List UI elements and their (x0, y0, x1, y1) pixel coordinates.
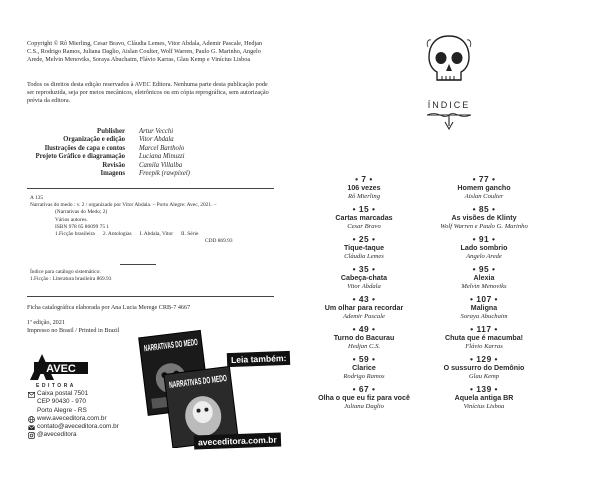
index-author: Flávio Karras (465, 342, 503, 350)
index-story-title: O sussurro do Demônio (443, 363, 525, 372)
index-entry[interactable] (420, 265, 548, 295)
index-entry[interactable] (300, 235, 428, 265)
catalog-line: Narrativas do medo : v. 2 / organizado por Vitor Abdala. – Porto Alegre: Avec, 2021. – (30, 202, 217, 209)
index-author: Vinícius Lisboa (463, 402, 505, 410)
index-entry[interactable] (420, 295, 548, 325)
contact-cep: CEP 90430 - 970 (37, 398, 86, 406)
index-entry[interactable] (300, 265, 428, 295)
index-page-number: • 117 • (470, 324, 498, 334)
index-story-title: As visões de Klinty (451, 213, 517, 222)
index-page-number: • 25 • (352, 234, 376, 244)
globe-icon (28, 416, 35, 423)
catalog-subject: 1.Ficção brasileira (55, 231, 95, 238)
catalog-mid-rule (120, 264, 156, 265)
index-column-right (420, 175, 548, 415)
index-page-number: • 77 • (472, 174, 496, 184)
skull-icon (424, 33, 474, 95)
index-column-left (300, 175, 428, 415)
credit-name: Marcel Bartholo (139, 144, 185, 152)
contact-box-text: Caixa postal 7501 (37, 390, 89, 397)
credit-role: Organização e edição (63, 136, 125, 144)
index-page-number: • 35 • (352, 264, 376, 274)
index-story-title: Lado sombrio (460, 243, 508, 252)
contact-city: Porto Alegre - RS (37, 406, 87, 414)
rights-text: Todos os direitos desta edição reservados à AVEC Editora. Nenhuma parte desta publicação pode ser reproduzida, seja por meios mecânicos, eletrônicos ou em cópia reprográfica, sem autorização prévia da editora. (27, 81, 269, 104)
index-entry[interactable] (300, 355, 428, 385)
index-story-title: Cartas marcadas (335, 213, 393, 222)
credit-name: Vitor Abdala (139, 136, 174, 144)
catalog-line: Vários autores. (55, 216, 88, 223)
credit-name: Luciana Minuzzi (139, 153, 185, 161)
index-page-number: • 107 • (469, 294, 498, 304)
index-page-number: • 67 • (352, 384, 376, 394)
index-author: Aislan Coulter (464, 192, 504, 200)
instagram-icon (28, 432, 35, 439)
contact-box (28, 390, 119, 398)
logo-subtitle: EDITORA (36, 383, 76, 389)
credit-row (27, 153, 272, 161)
credit-role: Revisão (102, 161, 125, 169)
index-page-number: • 7 • (355, 174, 373, 184)
index-story-title: Clarice (352, 363, 376, 372)
contact-email[interactable] (28, 423, 119, 431)
printed-text: Impresso no Brasil / Printed in Brazil (27, 327, 120, 334)
catalog-bottom-rule (27, 296, 274, 297)
contact-instagram[interactable] (28, 431, 119, 439)
credit-row (27, 145, 272, 153)
catalog-line: (Narrativas do Medo; 2) (55, 209, 108, 216)
index-entry[interactable] (300, 205, 428, 235)
index-page-number: • 85 • (472, 204, 496, 214)
index-entry[interactable] (300, 385, 428, 415)
index-author: Cesar Bravo (347, 222, 381, 230)
index-story-title: Chuta que é macumba! (444, 333, 524, 342)
credit-name: Artur Vecchi (139, 128, 174, 135)
contact-website-text[interactable]: www.aveceditora.com.br (37, 414, 107, 422)
index-story-title: Olha o que eu fiz para você (318, 393, 410, 402)
index-story-title: 106 vezes (347, 183, 381, 192)
index-author: Soraya Abuchaim (460, 312, 508, 320)
index-title: ÍNDICE (427, 100, 471, 110)
index-page-number: • 59 • (352, 354, 376, 364)
catalog-card (30, 195, 275, 245)
index-story-title: Tique-taque (343, 243, 385, 252)
catalog-top-rule (27, 188, 274, 189)
index-author: Juliana Daglio (344, 402, 384, 410)
index-author: Rô Mierling (347, 192, 381, 200)
edition-block (27, 319, 119, 335)
credit-name: Camila Villalba (139, 161, 183, 169)
index-author: Vitor Abdala (347, 282, 381, 290)
index-page-number: • 49 • (352, 324, 376, 334)
index-entry[interactable] (420, 385, 548, 415)
contacts-block (28, 390, 119, 440)
index-author: Rodrigo Ramos (343, 372, 385, 380)
systematic-title: Índice para catálogo sistemático: (30, 269, 101, 275)
index-entry[interactable] (420, 325, 548, 355)
catalog-subjects (30, 231, 275, 238)
catalog-subject: II. Série (181, 231, 199, 238)
credit-role: Ilustrações de capa e contos (44, 144, 125, 152)
index-story-title: Cabeça-chata (340, 273, 388, 282)
index-story-title: Homem gancho (457, 183, 511, 192)
svg-text:AVEC: AVEC (46, 363, 76, 375)
credit-role: Imagens (100, 170, 125, 178)
index-story-title: Alexia (473, 273, 495, 282)
ornament-icon (424, 110, 474, 132)
contact-instagram-text[interactable]: @aveceditora (37, 431, 77, 439)
systematic-item: 1.Ficção : Literatura brasileira 869.93 (30, 276, 112, 283)
index-page-number: • 43 • (352, 294, 376, 304)
index-page-number: • 91 • (472, 234, 496, 244)
copyright-text: Copyright © Rô Mierling, Cesar Bravo, Cláudia Lemes, Vitor Abdala, Ademir Pascale, Hedjan C.S., Rodrigo Ramos, Juliana Daglio, Aislan Coulter, Wolf Warren, Paulo G. Marinho, Angelo Arede, Melvin Menoviks, Soraya Abuchaim, Flávio Karras, Glau Kemp e Vinícius Lisboa (27, 40, 262, 63)
contact-email-text[interactable]: contato@aveceditora.com.br (37, 423, 119, 431)
index-story-title: Maligna (470, 303, 498, 312)
index-author: Ademir Pascale (343, 312, 385, 320)
book-covers-image (118, 326, 278, 448)
index-author: Cláudia Lemes (344, 252, 384, 260)
index-page-number: • 15 • (352, 204, 376, 214)
credits-block (27, 128, 272, 178)
systematic-index (30, 269, 111, 283)
index-author: Melvin Menoviks (461, 282, 507, 290)
credit-row (27, 136, 272, 144)
mailbox-icon (28, 391, 35, 398)
credit-row (27, 170, 272, 178)
envelope-icon (28, 424, 35, 431)
catalog-cdd: CDD 869.93 (205, 238, 233, 245)
index-story-title: Turno do Bacurau (333, 333, 395, 342)
index-entry[interactable] (420, 175, 548, 205)
right-page (300, 0, 600, 493)
ficha-text: Ficha catalográfica elaborada por Ana Lucia Merege CRB-7 4667 (27, 304, 191, 311)
index-author: Wolf Warren e Paulo G. Marinho (440, 222, 528, 230)
contact-website[interactable] (28, 415, 119, 423)
index-page-number: • 139 • (469, 384, 498, 394)
credit-role: Projeto Gráfico e diagramação (35, 153, 125, 161)
catalog-code: A 135 (30, 195, 44, 201)
credit-role: Publisher (97, 128, 125, 135)
book-cover-title: NARRATIVAS DO MEDO (143, 330, 248, 354)
catalog-subject: 2. Antologias (102, 231, 132, 238)
catalog-subject: I. Abdala, Vitor (139, 231, 174, 238)
index-entry[interactable] (300, 325, 428, 355)
index-page-number: • 129 • (469, 354, 498, 364)
read-also-label: Leia também: (227, 351, 291, 367)
promo-site-label[interactable]: aveceditora.com.br (194, 432, 281, 449)
index-entry[interactable] (420, 205, 548, 235)
index-author: Hedjan C.S. (347, 342, 381, 350)
index-entry[interactable] (420, 235, 548, 265)
credit-row (27, 162, 272, 170)
book-cover-title: NARRATIVAS DO MEDO (168, 367, 273, 390)
index-story-title: Aquela antiga BR (454, 393, 514, 402)
edition-text: 1ª edição, 2021 (27, 319, 65, 326)
index-author: Glau Kemp (468, 372, 500, 380)
index-entry[interactable] (300, 295, 428, 325)
index-entry[interactable] (420, 355, 548, 385)
index-author: Angelo Arede (466, 252, 502, 260)
index-page-number: • 95 • (472, 264, 496, 274)
credit-name: Freepik (rawpixel) (139, 170, 190, 178)
index-story-title: Um olhar para recordar (324, 303, 404, 312)
index-entry[interactable] (300, 175, 428, 205)
credit-row (27, 128, 272, 136)
avec-logo-icon (28, 352, 92, 382)
catalog-isbn: ISBN 978 65 86099 75 1 (55, 223, 110, 230)
